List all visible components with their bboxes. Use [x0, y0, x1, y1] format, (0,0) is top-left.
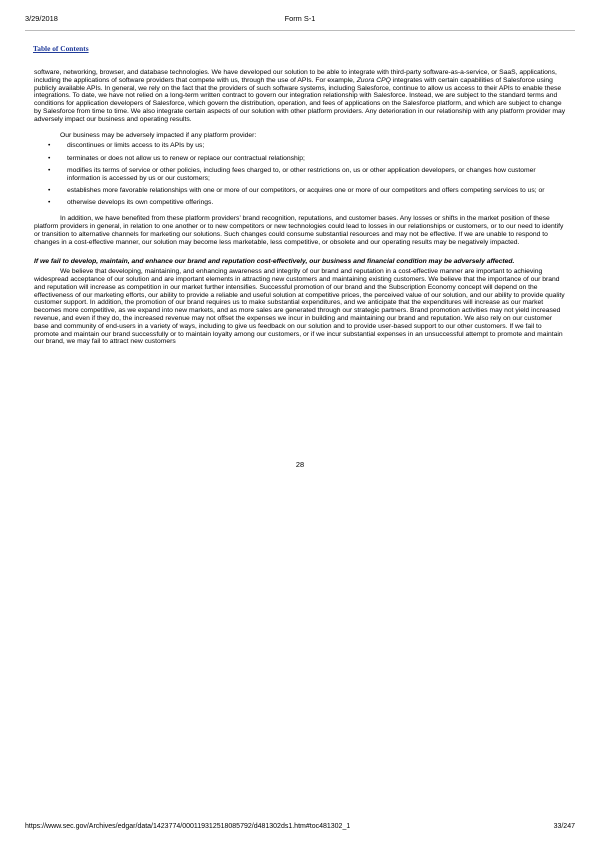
- list-item: • otherwise develops its own competitive offerings.: [48, 199, 568, 207]
- paragraph-bullets-intro: Our business may be adversely impacted if any platform provider:: [60, 131, 257, 139]
- list-item: • modifies its terms of service or other policies, including fees charged to, or other restrictions on, us or other application developers, or changes how customer information is accessed by us or our customers;: [48, 167, 568, 183]
- paragraph-text: software, networking, browser, and database technologies. We have developed our solution to be able to integrate with third-party software-as-a-service, or SaaS, applications, including the applications of software providers that compete with us, through the use of APIs. For example,: [34, 69, 557, 84]
- header-form-title: Form S-1: [284, 14, 316, 23]
- header-date: 3/29/2018: [25, 14, 58, 23]
- list-item: • discontinues or limits access to its APIs by us;: [48, 142, 568, 150]
- document-body: [34, 69, 568, 346]
- paragraph-platform-integration: [34, 69, 568, 124]
- list-item: • terminates or does not allow us to renew or replace our contractual relationship;: [48, 155, 568, 163]
- paragraph-brand-reputation: We believe that developing, maintaining, and enhancing awareness and integrity of our brand and reputation in a cost-effective manner are important to achieving widespread acceptance of our solution and are important elements in attracting new customers and maintaining existing customers. We believe that the importance of our brand and reputation will increase as competition in our market further intensifies. Successful promotion of our brand and the Subscription Economy concept will depend on the effectiveness of our marketing efforts, our ability to provide a reliable and useful solution at competitive prices, the perceived value of our solution, and our ability to provide quality customer support. In addition, the promotion of our brand requires us to make substantial expenditures, and we anticipate that the expenditures will increase as our market becomes more competitive, as we expand into new markets, and as more sales are generated through our strategic partners. Brand promotion activities may not yield increased revenue, and even if they do, the increased revenue may not offset the expenses we incur in building and maintaining our brand and reputation. We also rely on our customer base and community of end-users in a variety of ways, including to give us feedback on our solution and to provide user-based support to our other customers. If we fail to promote and maintain our brand successfully or to maintain loyalty among our customers, or if we incur substantial expenses in an unsuccessful attempt to promote and maintain our brand, we may fail to attract new customers: [34, 268, 565, 346]
- bullet-list: [34, 142, 568, 207]
- footer-page-count: 33/247: [553, 823, 575, 830]
- list-item: • establishes more favorable relationships with one or more of our competitors, or acquires one or more of our competitors and offers competing services to us; or: [48, 187, 568, 195]
- footer-url: https://www.sec.gov/Archives/edgar/data/1423774/000119312518085792/d481302ds1.htm#toc481302_1: [25, 823, 351, 830]
- page-header: [25, 14, 575, 26]
- paragraph-brand-recognition: In addition, we have benefited from these platform providers’ brand recognition, reputations, and customer bases. Any losses or shifts in the market position of these platform providers in general, in relation to one another or to new competitors or new technologies could lead to losses in our relationships or customers, or to our need to identify or transition to alternative channels for marketing our solutions. Such changes could consume substantial resources and may not be effective. If we are unable to respond to changes in a cost-effective manner, our solution may become less marketable, less competitive, or obsolete and our operating results may be negatively impacted.: [34, 215, 564, 246]
- risk-factor-heading: If we fail to develop, maintain, and enhance our brand and reputation cost-effectively, our business and financial condition may be adversely affected.: [34, 258, 515, 266]
- page-number: 28: [295, 460, 305, 469]
- table-of-contents-link[interactable]: Table of Contents: [33, 44, 89, 53]
- header-divider: [25, 30, 575, 31]
- paragraph-text: integrates with certain capabilities of Salesforce using publicly available APIs. In general, we rely on the fact that the providers of such software systems, including Salesforce, continue to allow us access to their APIs to enable these integrations. To date, we have not relied on a long-term written contract to govern our integration relationship with Salesforce. Instead, we are subject to the standard terms and conditions for application developers of Salesforce, which govern the distribution, operation, and fees of applications on the Salesforce platform, and which are subject to change by Salesforce from time to time. We also integrate certain aspects of our solution with other platform providers. Any deterioration in our relationship with any platform provider may adversely impact our business and operating results.: [34, 76, 566, 123]
- product-name: Zuora CPQ: [356, 76, 391, 84]
